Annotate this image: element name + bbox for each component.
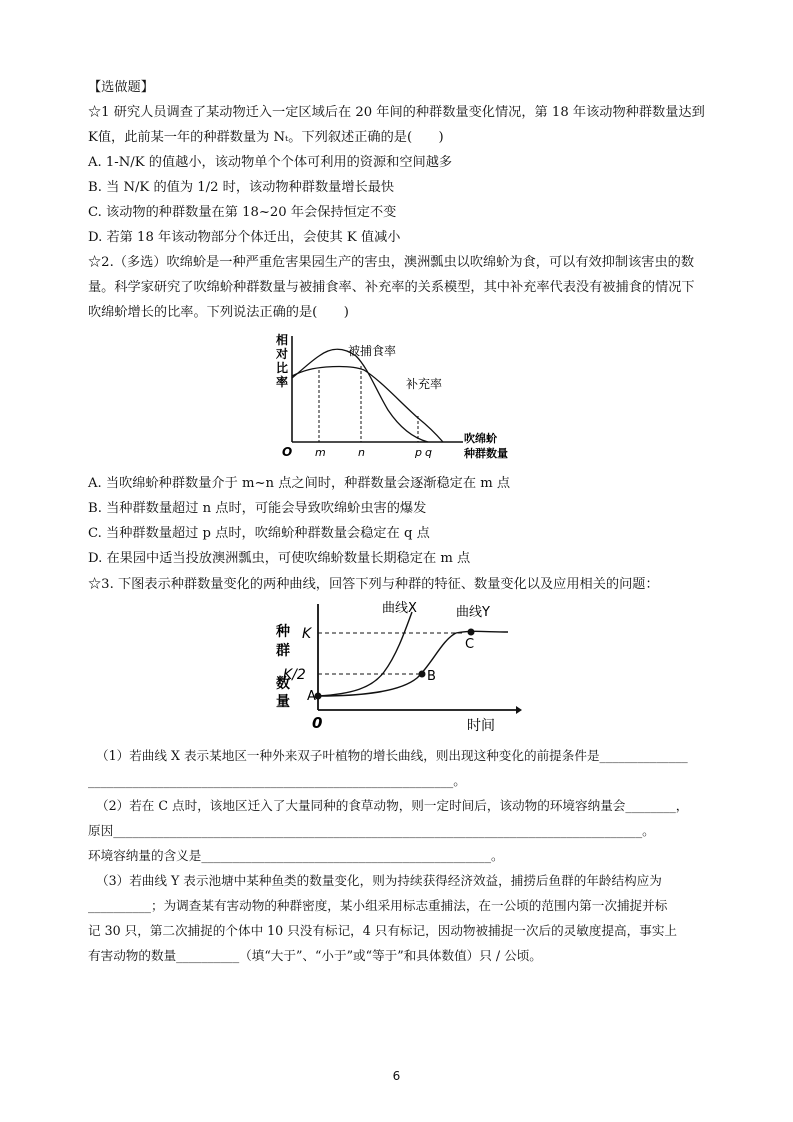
q3-x-axis-arrow — [516, 706, 522, 714]
q2-option-c: C. 当种群数量超过 p 点时，吹绵蚧种群数量会稳定在 q 点 — [88, 526, 430, 541]
q3-point-c — [468, 629, 475, 636]
q1-option-c: C. 该动物的种群数量在第 18~20 年会保持恒定不变 — [88, 205, 397, 220]
q3-part2-line-3: 环境容纳量的含义是______________________________________________。 — [88, 848, 504, 863]
q1-option-a: A. 1-N/K 的值越小，该动物单个个体可利用的资源和空间越多 — [88, 155, 453, 170]
q2-ylabel-char: 率 — [276, 375, 289, 389]
q2-option-d: D. 在果园中适当投放澳洲瓢虫，可使吹绵蚧数量长期稳定在 m 点 — [88, 551, 471, 566]
q3-label-point-b: B — [427, 669, 436, 684]
q3-label-point-c: C — [465, 637, 475, 652]
q2-xlabel-line-2: 种群数量 — [464, 447, 508, 460]
q2-stem-line-3: 吹绵蚧增长的比率。下列说法正确的是( ) — [88, 305, 349, 320]
q3-part3-line-1: （3）若曲线 Y 表示池塘中某种鱼类的数量变化，则为持续获得经济效益，捕捞后鱼群的年龄结构应为 — [96, 873, 662, 888]
q2-ylabel-char: 相 — [276, 333, 289, 347]
q1-stem-line-2: K值，此前某一年的种群数量为 Nₜ。下列叙述正确的是( ) — [88, 130, 444, 145]
q3-label-curve-y: 曲线Y — [456, 605, 490, 620]
q1-option-b: B. 当 N/K 的值为 1/2 时，该动物种群数量增长最快 — [88, 180, 395, 195]
q3-population-growth-figure — [272, 600, 522, 736]
q3-curve-y — [318, 631, 508, 696]
q1-stem-line-1: ☆1 研究人员调查了某动物迁入一定区域后在 20 年间的种群数量变化情况，第 18 年该动物种群数量达到 — [88, 105, 705, 120]
q2-label-predation: 被捕食率 — [348, 344, 397, 358]
q3-part2-line-2: 原因____________________________________________________________________________________。 — [88, 823, 655, 838]
q3-origin: 0 — [312, 714, 323, 732]
q2-xtick-n: n — [358, 446, 365, 459]
q3-stem: ☆3. 下图表示种群数量变化的两种曲线，回答下列与种群的特征、数量变化以及应用相关的问题： — [88, 577, 659, 592]
q3-label-curve-x: 曲线X — [382, 601, 417, 616]
q3-label-khalf: K/2 — [283, 667, 306, 683]
q3-ylabel-char: 种 — [276, 624, 290, 640]
q3-part3-line-2: __________；为调查某有害动物的种群密度，某小组采用标志重捕法，在一公顷的范围内第一次捕捉并标 — [88, 898, 668, 913]
page-number: 6 — [392, 1069, 401, 1083]
q2-stem-line-1: ☆2.（多选）吹绵蚧是一种严重危害果园生产的害虫，澳洲瓢虫以吹绵蚧为食，可以有效抑制该害虫的数 — [88, 255, 695, 270]
q2-stem-line-2: 量。科学家研究了吹绵蚧种群数量与被捕食率、补充率的关系模型，其中补充率代表没有被捕食的情况下 — [88, 280, 695, 295]
q2-predation-recruitment-figure — [268, 330, 530, 466]
q2-ylabel-char: 对 — [276, 347, 289, 361]
q2-ylabel-char: 比 — [276, 361, 289, 375]
q3-part3-line-4: 有害动物的数量__________（填“大于”、“小于”或“等于”和具体数值）只 / 公顷。 — [88, 948, 542, 963]
q2-xtick-p: p — [415, 446, 422, 459]
q3-ylabel-char: 量 — [276, 694, 290, 710]
q3-label-point-a: A — [307, 689, 316, 704]
q3-part3-line-3: 记 30 只，第二次捕捉的个体中 10 只没有标记，4 只有标记，因动物被捕捉一次后的灵敏度提高，事实上 — [88, 923, 678, 938]
q2-curve-predation-rate — [292, 349, 428, 442]
q3-curve-x — [318, 612, 412, 696]
q1-option-d: D. 若第 18 年该动物部分个体迁出，会使其 K 值减小 — [88, 230, 401, 245]
q2-option-a: A. 当吹绵蚧种群数量介于 m~n 点之间时，种群数量会逐渐稳定在 m 点 — [88, 476, 511, 491]
q3-label-k: K — [302, 626, 312, 642]
q3-ylabel-char: 群 — [276, 643, 290, 659]
q2-xtick-m: m — [315, 446, 326, 459]
section-title: 【选做题】 — [88, 80, 154, 95]
q2-xtick-q: q — [425, 446, 432, 459]
q3-part1-line-1: （1）若曲线 X 表示某地区一种外来双子叶植物的增长曲线，则出现这种变化的前提条件是______________ — [96, 748, 688, 763]
q2-option-b: B. 当种群数量超过 n 点时，可能会导致吹绵蚧虫害的爆发 — [88, 501, 427, 516]
q3-xlabel: 时间 — [467, 718, 495, 734]
q3-part1-line-2: __________________________________________________________。 — [88, 773, 466, 788]
q3-part2-line-1: （2）若在 C 点时，该地区迁入了大量同种的食草动物，则一定时间后，该动物的环境容纳量会________， — [96, 798, 689, 813]
q3-ylabel-char: 数 — [276, 676, 290, 692]
q2-label-recruitment: 补充率 — [406, 377, 443, 391]
q2-xlabel-line-1: 吹绵蚧 — [464, 432, 497, 445]
q2-origin: O — [282, 445, 293, 459]
q3-point-b — [419, 671, 426, 678]
